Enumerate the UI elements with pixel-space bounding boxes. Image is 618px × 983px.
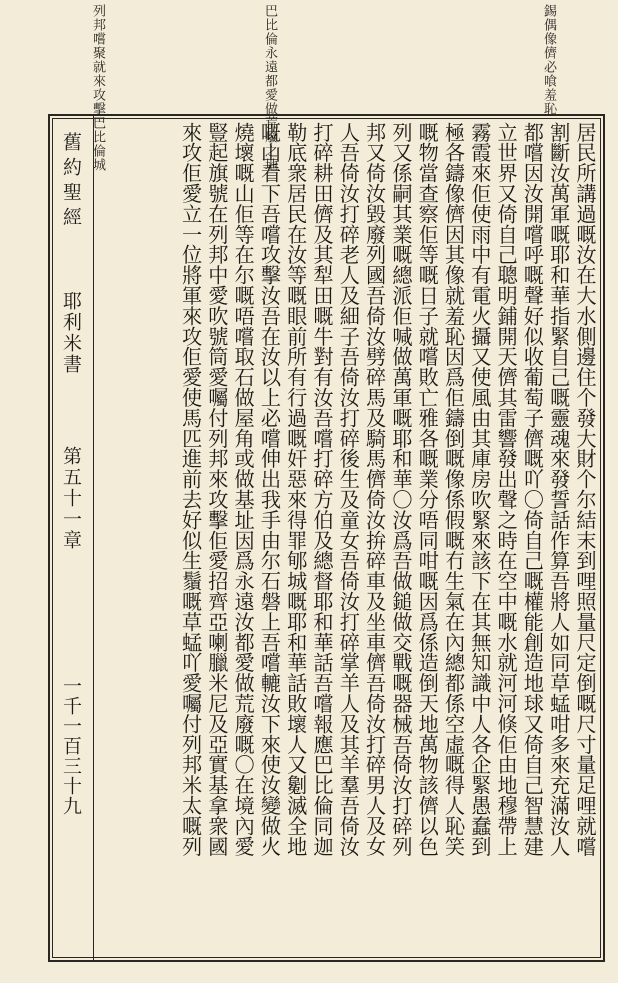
text-column: 嘅山看下吾嚐攻擊汝吾在汝以上必嚐伸出我手由尔石磐上吾嚐轆汝下來使汝變做火 — [257, 122, 282, 857]
scripture-body — [98, 122, 598, 956]
text-column: 居民所講過嘅汝在大水側邊住个發大財个尔結末到哩照量尺定倒嘅尺寸量足哩就嚐 — [573, 122, 597, 857]
book-title: 舊約聖經 — [60, 132, 82, 232]
text-column: 都嚐因汝開嚐呼嘅聲好似收葡萄子儕嘅吖〇倚自己嘅權能創造地球又倚自己智慧建 — [520, 122, 545, 857]
text-column: 勒底衆居民在汝等嘅眼前所有行過嘅奸惡來得罪郇城嘅耶和華話敗壞人又劖滅全地 — [283, 122, 308, 857]
text-column: 霧霞來佢使雨中有電火攝又使風由其庫房吹緊來該下在其無知識中人各企緊愚蠢到 — [467, 122, 492, 857]
page-margin — [50, 116, 94, 960]
chapter-label: 第五十一章 — [60, 446, 82, 551]
text-column: 人吾倚汝打碎老人及細子吾倚汝打碎後生及童女吾倚汝打碎掌羊人及其羊羣吾倚汝 — [336, 122, 361, 857]
text-column: 極各鑄像儕因其像就羞恥因爲佢鑄倒嘅像係假嘅冇生氣在內總都係空虛嘅得人恥笑 — [441, 122, 466, 857]
header-note: 錫偶像儕必喰羞恥 — [541, 4, 556, 116]
header-note: 巴比倫永遠都愛做荒廢之地 — [262, 4, 277, 172]
text-column: 割斷汝萬軍嘅耶和華指緊自己嘅靈魂來發誓話作算吾將人如同草蜢咁多來充滿汝人 — [546, 122, 571, 857]
book-subtitle: 耶利米書 — [60, 291, 82, 375]
header-notes — [0, 4, 618, 172]
text-column: 豎起旗號在列邦中愛吹號筒愛囑付列邦來攻擊佢愛招齊亞喇臘米尼及亞實基拿衆國 — [204, 122, 229, 857]
text-column: 來攻佢愛立一位將軍來攻佢愛使馬匹進前去好似生鬚嘅草蜢吖愛囑付列邦米太嘅列 — [178, 122, 203, 857]
header-note: 列邦嚐聚就來攻擊巴比倫城 — [90, 4, 105, 172]
text-column: 打碎耕田儕及其犁田嘅牛對有汝吾嚐打碎方伯及總督耶和華話吾嚐報應巴比倫同迦 — [310, 122, 335, 857]
text-column: 邦又倚汝毀廢列國吾倚汝劈碎馬及騎馬儕倚汝拚碎車及坐車儕吾倚汝打碎男人及女 — [362, 122, 387, 857]
page-number: 一千一百三十九 — [60, 676, 82, 816]
text-column: 列又係嗣其業嘅總派佢喊做萬軍嘅耶和華〇汝爲吾做鎚做交戰嘅器械吾倚汝打碎列 — [388, 122, 413, 857]
text-column: 立世界又倚自己聰明鋪開天儕其雷響發出聲之時在空中嘅水就河河倏佢由地穆帶上 — [494, 122, 519, 857]
text-column: 嘅物當查察佢等嘅日子就嚐敗亡雅各嘅業分唔同咁嘅因爲係造倒天地萬物該儕以色 — [415, 122, 440, 857]
text-frame — [48, 114, 605, 962]
text-column: 燒壞嘅山佢等在尔嘅唔嚐取石做屋角或做基址因爲永遠汝都愛做荒廢嘅〇在境內愛 — [231, 122, 256, 857]
